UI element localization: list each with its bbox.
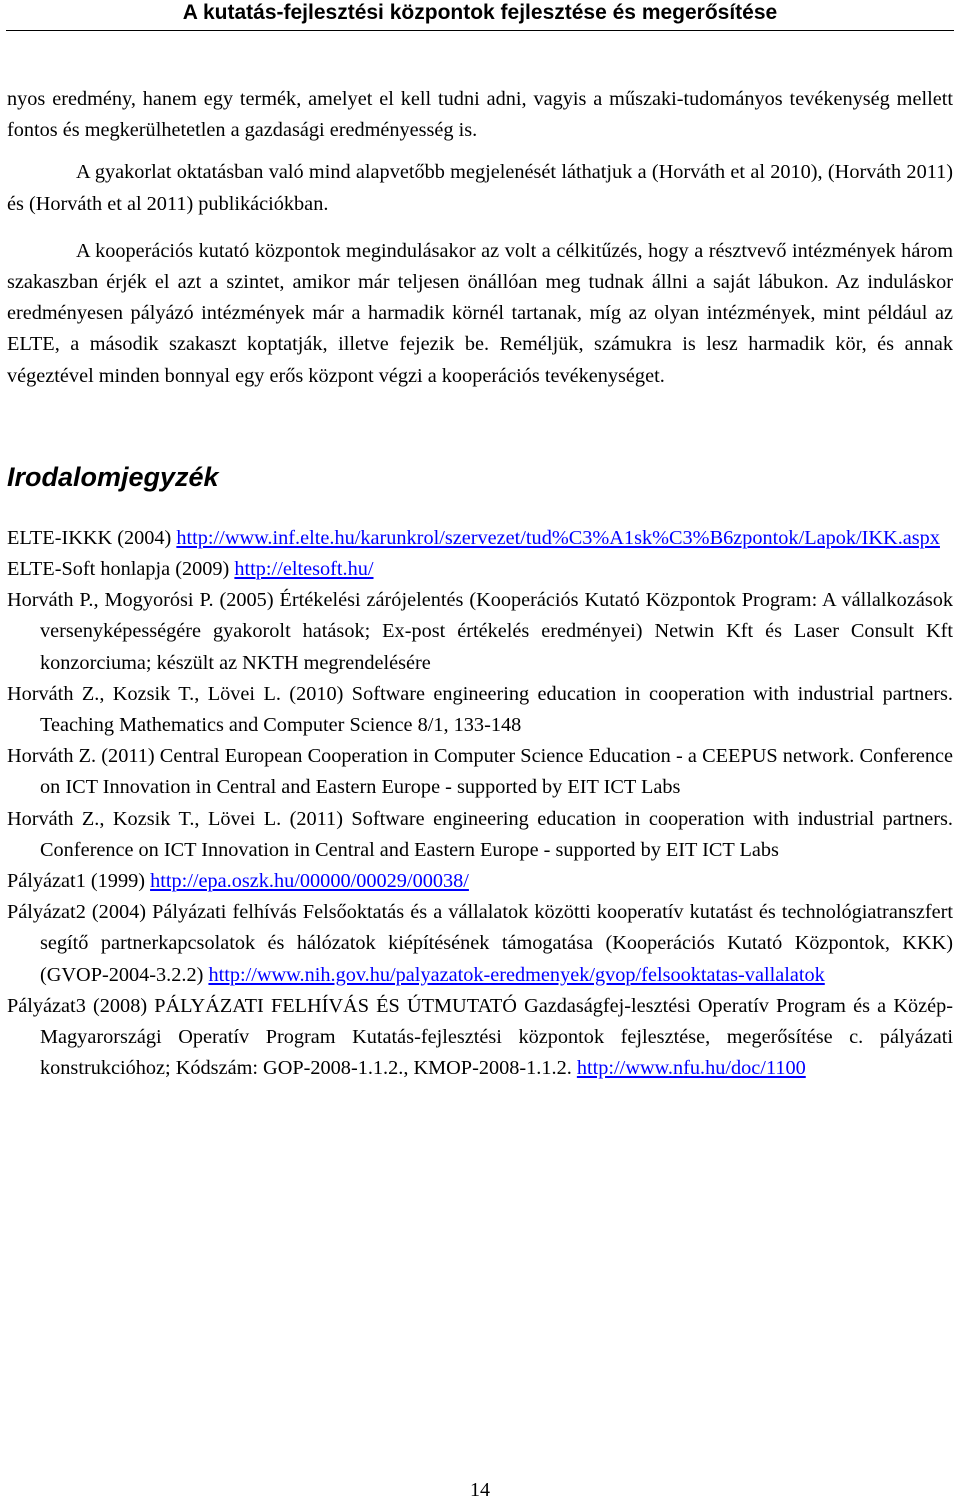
reference-item bbox=[7, 741, 953, 803]
reference-item bbox=[7, 585, 953, 679]
reference-item bbox=[7, 897, 953, 991]
reference-text: Horváth Z., Kozsik T., Lövei L. (2011) Software engineering education in cooperation with industrial partners. Conference on ICT Innovation in Central and Eastern Europe - supported by EIT ICT Labs bbox=[7, 807, 953, 861]
reference-item bbox=[7, 991, 953, 1085]
reference-link[interactable]: http://www.inf.elte.hu/karunkrol/szervezet/tud%C3%A1sk%C3%B6zpontok/Lapok/IKK.aspx bbox=[176, 526, 940, 549]
paragraph-continuation: nyos eredmény, hanem egy termék, amelyet el kell tudni adni, vagyis a műszaki-tudományos tevékenység mellett fontos és megkerülhetetlen a gazdasági eredményesség is. bbox=[7, 88, 953, 142]
reference-link[interactable]: http://www.nih.gov.hu/palyazatok-eredmenyek/gvop/felsooktatas-vallalatok bbox=[208, 963, 825, 986]
reference-list bbox=[7, 523, 953, 1085]
page-content bbox=[7, 84, 953, 1084]
reference-text: Horváth Z. (2011) Central European Cooperation in Computer Science Education - a CEEPUS network. Conference on ICT Innovation in Central and Eastern Europe - supported by EIT ICT Labs bbox=[7, 745, 953, 799]
running-header bbox=[0, 0, 960, 36]
paragraph-practice: A gyakorlat oktatásban való mind alapvetőbb megjelenését láthatjuk a (Horváth et al 2010), (Horváth 2011) és (Horváth et al 2011) publikációkban. bbox=[7, 161, 953, 215]
reference-link[interactable]: http://www.nfu.hu/doc/1100 bbox=[576, 1057, 806, 1080]
paragraph-cooperation: A kooperációs kutató központok megindulásakor az volt a célkitűzés, hogy a résztvevő intézmények három szakaszban érjék el azt a szintet, amikor már teljesen önállóan meg tudnak állni a saját lábukon. Az induláskor eredményesen pályázó intézmények már a harmadik körnél tartanak, míg az olyan intézmények, mint például az ELTE, a második szakaszt koptatják, illetve fejezik be. Reméljük, számukra is lesz harmadik kör, és annak végeztével minden bonnyal egy erős központ végzi a kooperációs tevékenységet. bbox=[7, 239, 953, 387]
reference-link[interactable]: http://epa.oszk.hu/00000/00029/00038/ bbox=[150, 870, 469, 893]
reference-text: ELTE-Soft honlapja (2009) bbox=[7, 558, 235, 581]
reference-text: Pályázat3 (2008) PÁLYÁZATI FELHÍVÁS ÉS ÚTMUTATÓ Gazdaságfej-lesztési Operatív Program és a Közép-Magyarországi Operatív Program Kutatás-fejlesztési központok fejlesztése, megerősítése c. pályázati konstrukcióhoz; Kódszám: GOP-2008-1.1.2., KMOP-2008-1.1.2. bbox=[7, 994, 953, 1080]
bibliography-heading: Irodalomjegyzék bbox=[7, 461, 219, 492]
reference-item bbox=[7, 679, 953, 741]
reference-text: ELTE-IKKK (2004) bbox=[7, 526, 177, 549]
running-header-title: A kutatás-fejlesztési központok fejlesztése és megerősítése bbox=[182, 1, 778, 24]
reference-text: Horváth P., Mogyorósi P. (2005) Értékelési zárójelentés (Kooperációs Kutató Központok Program: A vállalkozások versenyképességére gyakorolt hatások; Ex-post értékelés eredményei) Netwin Kft és Laser Consult Kft konzorciuma; készült az NKTH megrendelésére bbox=[7, 589, 953, 674]
reference-item bbox=[7, 866, 953, 897]
reference-text: Pályázat1 (1999) bbox=[7, 870, 151, 893]
reference-item bbox=[7, 554, 953, 585]
reference-item bbox=[7, 523, 953, 554]
header-divider bbox=[6, 30, 954, 31]
reference-text: Pályázat2 (2004) Pályázati felhívás Felsőoktatás és a vállalatok közötti kooperatív kutatást és technológiatranszfert segítő partnerkapcsolatok és hálózatok kiépítésének támogatása (Kooperációs Kutató Központok, KKK) (GVOP-2004-3.2.2) bbox=[7, 901, 953, 986]
reference-item bbox=[7, 804, 953, 866]
page-number: 14 bbox=[470, 1479, 490, 1501]
reference-link[interactable]: http://eltesoft.hu/ bbox=[234, 558, 374, 581]
reference-text: Horváth Z., Kozsik T., Lövei L. (2010) Software engineering education in cooperation with industrial partners. Teaching Mathematics and Computer Science 8/1, 133-148 bbox=[7, 682, 953, 737]
